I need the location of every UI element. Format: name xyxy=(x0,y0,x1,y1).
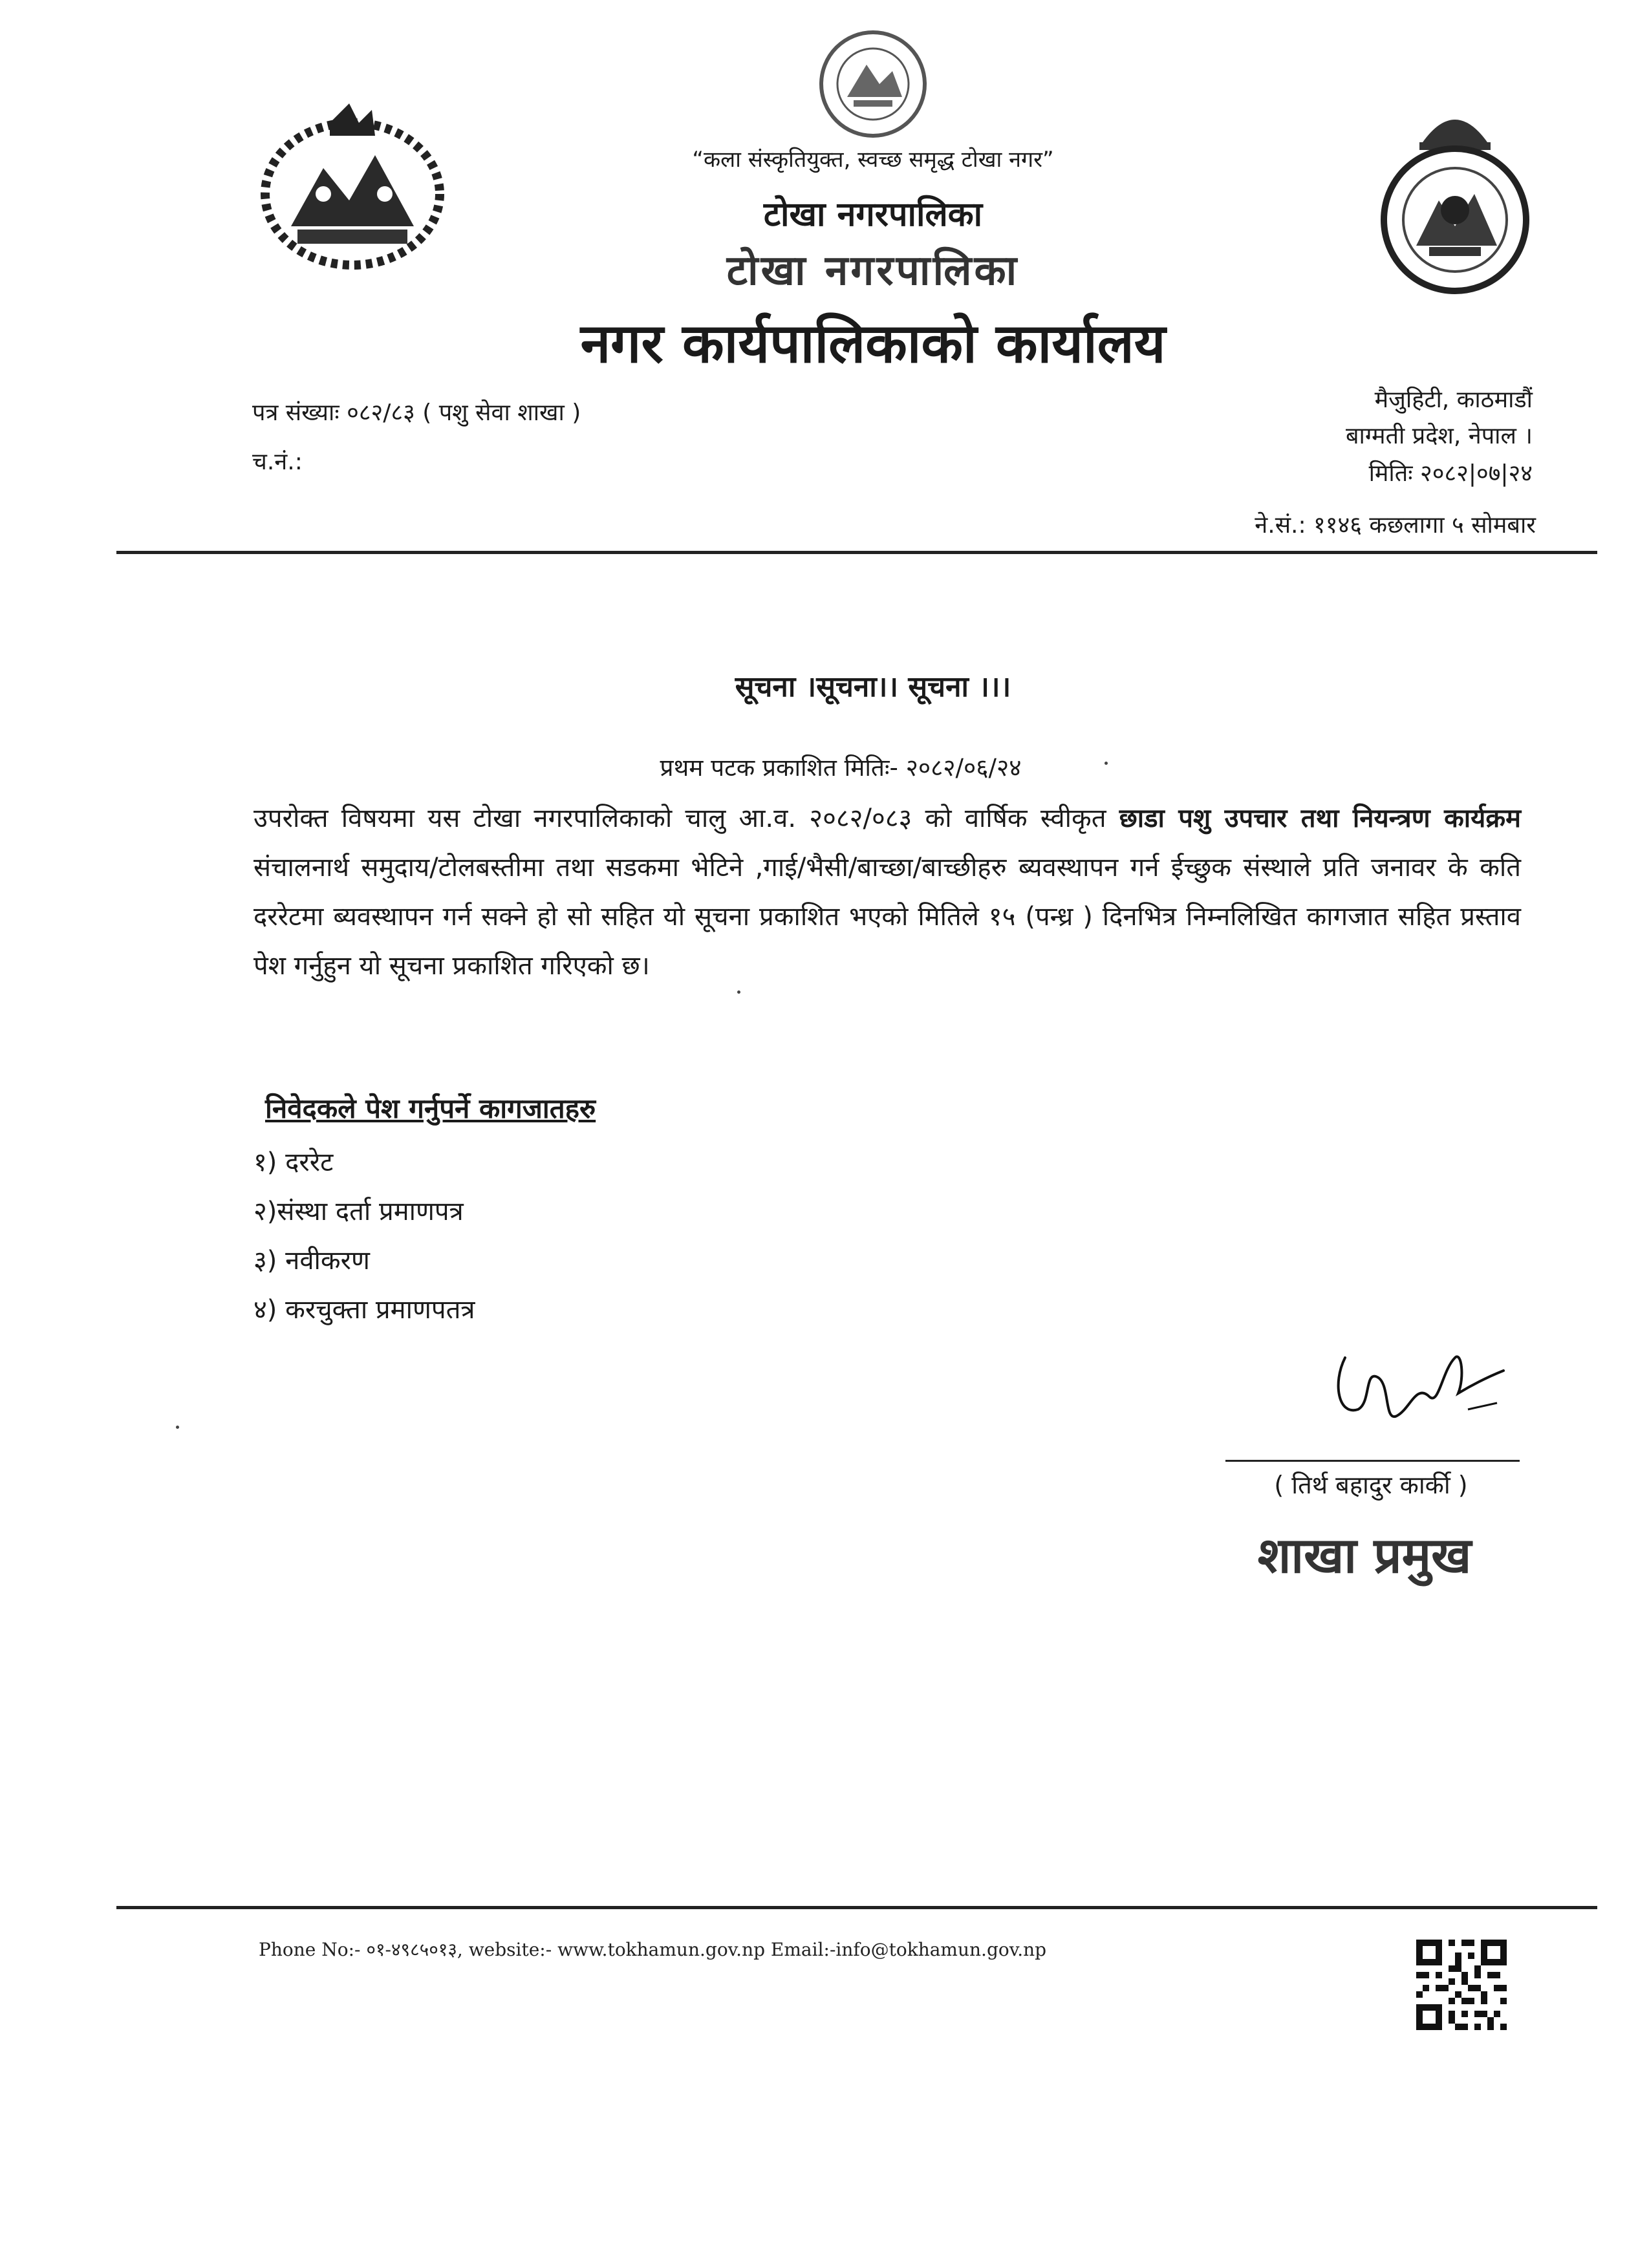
nepal-government-emblem xyxy=(252,97,453,272)
signer-name: ( तिर्थ बहादुर कार्की ) xyxy=(1274,1471,1468,1499)
list-item: ४) करचुक्ता प्रमाणपतत्र xyxy=(253,1295,475,1325)
header-divider xyxy=(116,551,1597,554)
list-item: ३) नवीकरण xyxy=(253,1246,370,1276)
scan-speck xyxy=(1105,762,1108,765)
documents-heading: निवेदकले पेश गर्नुपर्ने कागजातहरु xyxy=(265,1093,596,1124)
documents-list xyxy=(253,1138,475,1334)
address-line-1: मैजुहिटी, काठमाडौं xyxy=(1374,387,1533,413)
scan-speck xyxy=(737,990,740,994)
signature-line xyxy=(1225,1460,1520,1462)
footer-contact: Phone No:- ०१-४९८५०१३, website:- www.tokhamun.gov.np Email:-info@tokhamun.gov.np xyxy=(259,1939,1047,1960)
letter-number: पत्र संख्याः ०८२/८३ ( पशु सेवा शाखा ) xyxy=(252,400,581,426)
handwritten-signature xyxy=(1319,1332,1513,1448)
municipality-name: टोखा नगरपालिका xyxy=(763,195,983,234)
municipality-slogan: “कला संस्कृतियुक्त, स्वच्छ समृद्ध टोखा नगर” xyxy=(692,147,1054,173)
municipality-seal-stamp xyxy=(815,26,931,142)
nepal-sambat-date: ने.सं.: ११४६ कछलागा ५ सोमबार xyxy=(1255,512,1536,539)
notice-paragraph-part-2: संचालनार्थ समुदाय/टोलबस्तीमा तथा सडकमा भेटिने ,गाई/भैसी/बाच्छा/बाच्छीहरु ब्यवस्थापन गर्न ईच्छुक संस्थाले प्रति जनावर के कति दररेटमा ब्यवस्थापन गर्न सक्ने हो सो सहित यो सूचना प्रकाशित भएको मितिले १५ (पन्ध्र ) दिनभित्र निम्नलिखित कागजात सहित प्रस्ताव पेश गर्नुहुन यो सूचना प्रकाशित गरिएको छ। xyxy=(253,853,1521,981)
notice-title: सूचना ।सूचना।। सूचना ।।। xyxy=(735,670,1011,703)
tokha-municipality-logo xyxy=(1364,97,1546,297)
dispatch-number: च.नं.: xyxy=(252,449,303,475)
notice-paragraph xyxy=(253,794,1521,990)
scan-speck xyxy=(176,1426,179,1429)
published-date: प्रथम पटक प्रकाशित मितिः- २०८२/०६/२४ xyxy=(660,754,1022,782)
qr-code xyxy=(1416,1940,1507,2030)
office-title: नगर कार्यपालिकाको कार्यालय xyxy=(580,312,1166,375)
municipality-name-stamp: टोखा नगरपालिका xyxy=(726,247,1020,295)
list-item: १) दररेट xyxy=(253,1148,334,1177)
footer-divider xyxy=(116,1906,1597,1909)
notice-paragraph-part-1: उपरोक्त विषयमा यस टोखा नगरपालिकाको चालु आ.व. २०८२/०८३ को वार्षिक स्वीकृत xyxy=(253,804,1119,833)
post-stamp: शाखा प्रमुख xyxy=(1257,1526,1472,1584)
program-name: छाडा पशु उपचार तथा नियन्त्रण कार्यक्रम xyxy=(1119,804,1521,833)
address-line-2: बाग्मती प्रदेश, नेपाल । xyxy=(1345,423,1533,449)
list-item: २)संस्था दर्ता प्रमाणपत्र xyxy=(253,1197,464,1226)
letter-date: मितिः २०८२|०७|२४ xyxy=(1368,460,1533,487)
